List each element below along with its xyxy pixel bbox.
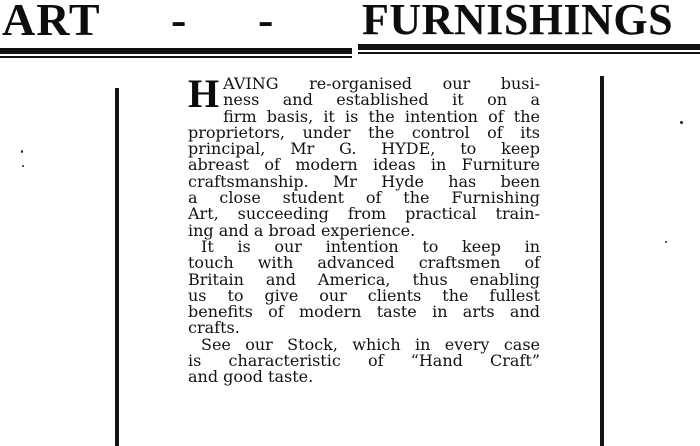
- headline-art: ART: [2, 0, 101, 45]
- paragraph-2: [188, 236, 540, 338]
- print-speck: [680, 121, 683, 124]
- text-line: Britain and America, thus enabling: [188, 269, 540, 289]
- headline-rule-right-thin: [358, 52, 700, 54]
- headline-rule-right: [358, 44, 700, 50]
- text-line: firm basis, it is the intention of the: [223, 106, 540, 126]
- headline-rule-left: [0, 48, 352, 54]
- text-line: principal, Mr G. HYDE, to keep: [188, 139, 540, 159]
- paragraph-1: [188, 71, 540, 240]
- text-line: a close student of the Furnishing: [188, 188, 540, 208]
- print-speck: [21, 150, 23, 153]
- paragraph-3: [188, 334, 540, 387]
- text-line: AVING re-organised our busi-: [223, 74, 540, 93]
- text-line: touch with advanced craftsmen of: [188, 253, 540, 273]
- text-line: Art, succeeding from practical train-: [188, 204, 540, 224]
- text-line: proprietors, under the control of its: [188, 122, 540, 142]
- text-line: It is our intention to keep in: [201, 236, 540, 256]
- headline-dash-1: -: [171, 0, 187, 45]
- text-line: benefits of modern taste in arts and: [188, 302, 540, 322]
- advertisement-headline: [0, 0, 700, 46]
- text-line: ing and a broad experience.: [188, 220, 416, 240]
- headline-rule-left-thin: [0, 56, 352, 58]
- text-line: See our Stock, which in every case: [201, 334, 540, 354]
- drop-cap: H: [188, 71, 220, 116]
- column-border-right: [600, 76, 604, 446]
- text-line: abreast of modern ideas in Furniture: [188, 155, 540, 175]
- advertisement-body: [188, 71, 540, 387]
- text-line: and good taste.: [188, 367, 314, 387]
- text-line: ness and established it on a: [223, 90, 540, 110]
- print-speck: [665, 241, 667, 243]
- text-line: craftsmanship. Mr Hyde has been: [188, 171, 540, 191]
- column-border-left: [115, 88, 119, 446]
- text-line: crafts.: [188, 318, 240, 338]
- headline-dash-2: -: [258, 0, 274, 45]
- text-line: is characteristic of “Hand Craft”: [188, 351, 540, 371]
- text-line: us to give our clients the fullest: [188, 285, 540, 305]
- print-speck: [22, 165, 24, 167]
- headline-furnishings: FURNISHINGS: [362, 0, 674, 44]
